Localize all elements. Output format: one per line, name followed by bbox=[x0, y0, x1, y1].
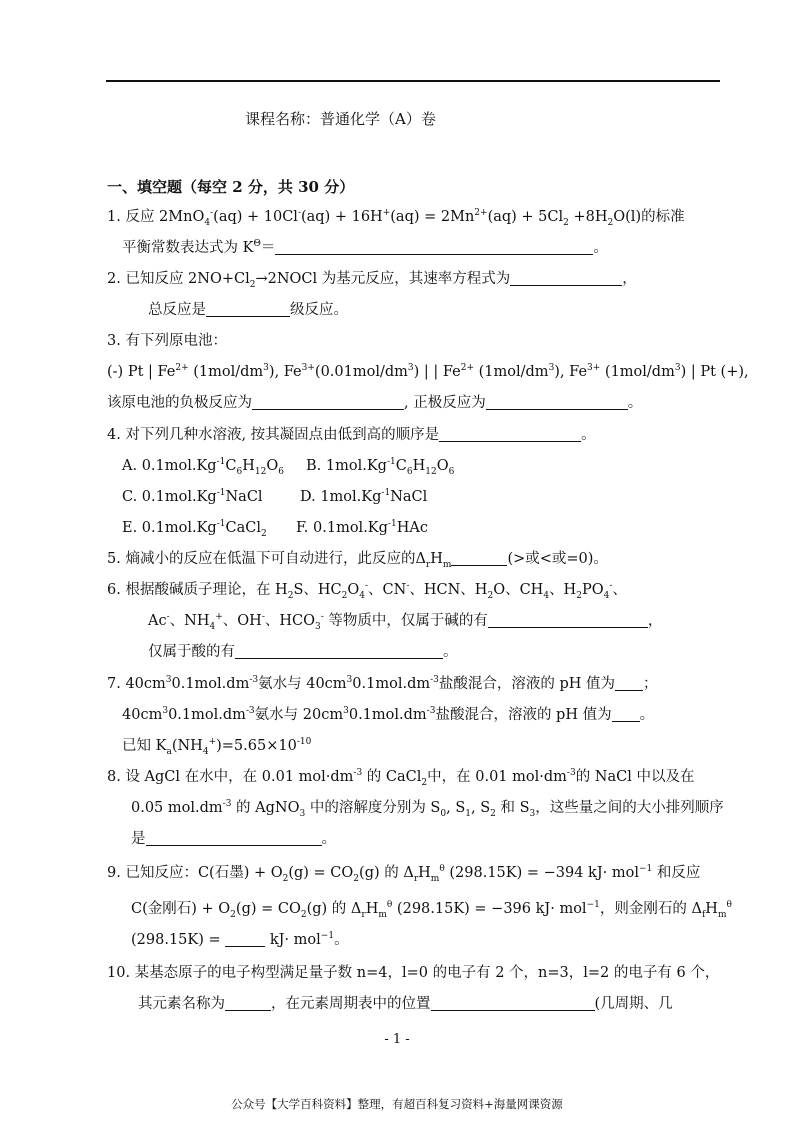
question-8-line-3: 是 。 bbox=[131, 831, 336, 847]
question-10-line-2: 其元素名称为 ，在元素周期表中的位置 (几周期、几 bbox=[138, 996, 673, 1012]
question-9-line-2: C(金刚石) + $O_2(g) = CO_2(g)$ 的 $\Delta_rH_m^\theta$ (298.15K) = −396 kJ· mol$^{-1}$，则金刚石的 $\Delta_fH_m^\theta$ bbox=[131, 900, 732, 920]
page-number: - 1 - bbox=[384, 1032, 410, 1047]
footer-text: 公众号【大学百科资料】整理，有超百科复习资料+海量网课资源 bbox=[231, 1097, 563, 1111]
course-title: 课程名称：普通化学（A）卷 bbox=[245, 110, 436, 128]
question-4-option-e: E. $0.1mol.Kg^{-1}CaCl_2$ bbox=[122, 519, 267, 539]
question-3-line-1: 3. 有下列原电池： bbox=[107, 333, 227, 349]
answer-blank[interactable] bbox=[225, 930, 265, 947]
answer-blank[interactable] bbox=[451, 549, 507, 566]
header-rule bbox=[106, 80, 720, 82]
question-4-option-b: B. $1mol.Kg^{-1}C_6H_{12}O_6$ bbox=[306, 457, 455, 477]
answer-blank[interactable] bbox=[615, 674, 643, 691]
answer-blank[interactable] bbox=[439, 425, 581, 442]
question-7-line-2: $40cm^30.1mol.dm^{-3}$氨水与 $20cm^30.1mol.dm^{-3}$盐酸混合，溶液的 pH 值为 。 bbox=[122, 706, 655, 723]
question-9-line-3: (298.15K) = kJ· mol$^{-1}$。 bbox=[131, 931, 349, 948]
answer-blank[interactable] bbox=[252, 393, 404, 410]
question-4-option-a: A. $0.1mol.Kg^{-1}C_6H_{12}O_6$ bbox=[122, 457, 284, 477]
question-4-option-f: F. $0.1mol.Kg^{-1}HAc$ bbox=[296, 519, 428, 536]
question-3-line-2: (-) Pt | $Fe^{2+}$ $(1mol/dm^3)$, $Fe^{3+}(0.01mol/dm^3)$ | | $Fe^{2+}$ $(1mol/dm^3)$, $Fe^{3+}$ $(1mol/dm^3)$ | Pt (+), bbox=[107, 363, 749, 380]
question-10-line-1: 10. 某基态原子的电子构型满足量子数 n=4，l=0 的电子有 2 个，n=3，l=2 的电子有 6 个， bbox=[107, 965, 720, 981]
question-1-line-1: 1. 反应 $2MnO_4^-(aq) + 10Cl^-(aq) + 16H^+(aq) = 2Mn^{2+}(aq) + 5Cl_2 +8H_2O(l)$的标准 bbox=[107, 208, 685, 228]
question-1-line-2: 平衡常数表达式为 $K^\Theta=$ 。 bbox=[122, 239, 608, 256]
answer-blank[interactable] bbox=[510, 269, 622, 286]
answer-blank[interactable] bbox=[488, 611, 648, 628]
question-6-line-2: Ac-、$NH_4^+$、OH-、$HCO_3^-$ 等物质中，仅属于碱的有 ， bbox=[148, 612, 663, 632]
question-2-line-1: 2. 已知反应 $2NO+Cl_2\to 2NOCl$ 为基元反应，其速率方程式为 ， bbox=[107, 271, 637, 290]
answer-blank[interactable] bbox=[431, 994, 595, 1011]
question-7-line-1: 7. $40cm^30.1mol.dm^{-3}$氨水与 $40cm^30.1mol.dm^{-3}$盐酸混合，溶液的 pH 值为 ； bbox=[107, 675, 658, 692]
question-4-option-c: C. $0.1mol.Kg^{-1}NaCl$ bbox=[122, 488, 263, 505]
answer-blank[interactable] bbox=[275, 238, 593, 255]
answer-blank[interactable] bbox=[612, 705, 640, 722]
question-3-line-3: 该原电池的负极反应为 , 正极反应为 。 bbox=[107, 395, 643, 411]
question-8-line-2: 0.05 $mol.dm^{-3}$ 的 AgNO$_3$ 中的溶解度分别为 $S_0$, $S_1$, $S_2$ 和 $S_3$，这些量之间的大小排列顺序 bbox=[131, 799, 724, 819]
section-heading: 一、填空题（每空 2 分，共 30 分） bbox=[107, 178, 355, 196]
answer-blank[interactable] bbox=[235, 642, 443, 659]
question-4-stem: 4. 对下列几种水溶液, 按其凝固点由低到高的顺序是 。 bbox=[107, 427, 596, 443]
answer-blank[interactable] bbox=[486, 393, 628, 410]
question-6-line-3: 仅属于酸的有 。 bbox=[148, 644, 458, 660]
answer-blank[interactable] bbox=[225, 994, 271, 1011]
question-8-line-1: 8. 设 AgCl 在水中，在 0.01 $mol\cdot dm^{-3}$ 的 CaCl$_2$中，在 0.01 $mol\cdot dm^{-3}$的 NaCl 中以及在 bbox=[107, 768, 695, 788]
question-6-line-1: 6. 根据酸碱质子理论，在 $H_2S$、$HC_2O_4^-$、CN-、HCN、$H_2O$、$CH_4$、$H_2PO_4^-$、 bbox=[107, 581, 627, 601]
answer-blank[interactable] bbox=[206, 300, 290, 317]
question-7-line-3: 已知 $K_a(NH_4^+)=5.65\times 10^{-10}$ bbox=[122, 737, 312, 757]
question-2-line-2: 总反应是 级反应。 bbox=[148, 302, 348, 318]
question-5: 5. 熵减小的反应在低温下可自动进行，此反应的$\Delta_rH_m$ (>或<或=0)。 bbox=[107, 551, 608, 570]
question-4-option-d: D. $1mol.Kg^{-1}NaCl$ bbox=[300, 488, 428, 505]
question-9-line-1: 9. 已知反应：C(石墨) + $O_2(g) = CO_2(g)$ 的 $\Delta_rH_m^\theta$ (298.15K) = −394 kJ· mol$^{-1}$ 和反应 bbox=[107, 864, 701, 884]
answer-blank[interactable] bbox=[146, 829, 322, 846]
